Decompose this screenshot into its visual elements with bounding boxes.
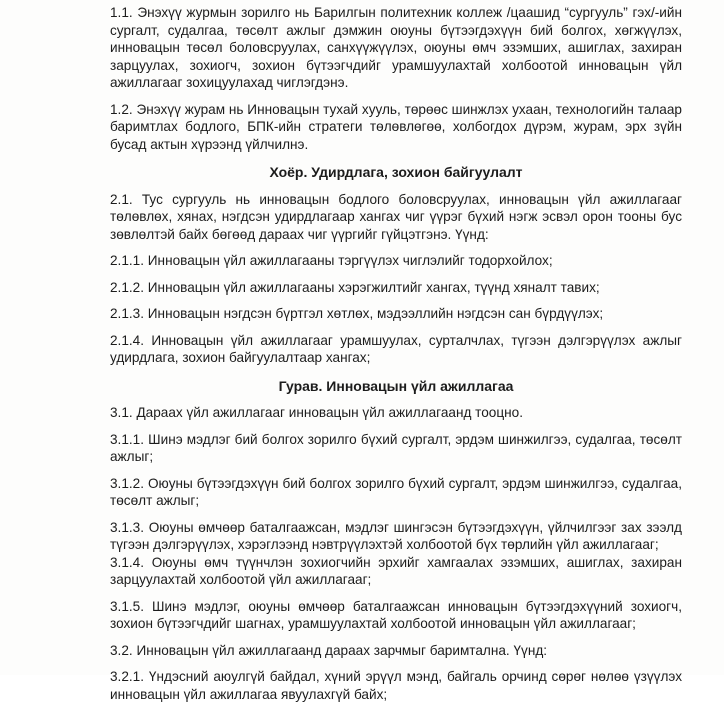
paragraph-3-1-1: 3.1.1. Шинэ мэдлэг бий болгох зорилго бүхий сургалт, эрдэм шинжилгээ, судалгаа, төсөлт ажлыг; <box>110 431 682 464</box>
paragraph-2-1-2: 2.1.2. Инновацын үйл ажиллагааны хэрэгжилтийг хангах, түүнд хяналт тавих; <box>110 279 600 295</box>
paragraph-1-1: 1.1. Энэхүү журмын зорилго нь Барилгын политехник коллеж /цаашид “сургууль” гэх/-ийн сургалт, судалгаа, төсөлт ажлыг дэмжин оюуны бүтээгдэхүүн бий болгох, хөгжүүлэх, инновацын төсөл боловсруулах, санхүүжүүлэх, оюуны өмч эзэмших, ашиглах, захиран зарцуулах, зохиогч, зохион бүтээгчдийг урамшуулахтай холбоотой инновацын үйл ажиллагааг зохицуулахад чиглэгдэнэ. <box>110 5 682 90</box>
paragraph-3-1-3: 3.1.3. Оюуны өмчөөр баталгаажсан, мэдлэг шингэсэн бүтээгдэхүүн, үйлчилгээг зах зээлд түгээн дэлгэрүүлэх, хэрэглээнд нэвтрүүлэхтэй холбоотой бүх төрлийн үйл ажиллагааг; <box>110 519 682 552</box>
section-heading-3: Гурав. Инновацын үйл ажиллагаа <box>278 377 514 394</box>
paragraph-3-2-1: 3.2.1. Үндэсний аюулгүй байдал, хүний эрүүл мэнд, байгаль орчинд сөрөг нөлөө үзүүлэх инновацын үйл ажиллагаа явуулахгүй байх; <box>110 669 682 702</box>
section-heading-2: Хоёр. Удирдлага, зохион байгуулалт <box>269 164 523 180</box>
document-body <box>110 4 682 703</box>
paragraph-3-1-2: 3.1.2. Оюуны бүтээгдэхүүн бий болгох зорилго бүхий сургалт, эрдэм шинжилгээ, судалгаа, төсөлт ажлыг; <box>110 475 682 508</box>
paragraph-1-2: 1.2. Энэхүү журам нь Инновацын тухай хууль, төрөөс шинжлэх ухаан, технологийн талаар баримтлах бодлого, БПК-ийн стратеги төлөвлөгөө, холбогдох дүрэм, журам, эрх зүйн бусад актын хүрээнд үйлчилнэ. <box>110 101 682 152</box>
paragraph-3-1-5: 3.1.5. Шинэ мэдлэг, оюуны өмчөөр баталгаажсан инновацын бүтээгдэхүүний зохиогч, зохион бүтээгчдийг шагнах, урамшуулахтай холбоотой инновацын үйл ажиллагааг; <box>110 598 682 631</box>
paragraph-2-1-4: 2.1.4. Инновацын үйл ажиллагааг урамшуулах, сурталчлах, түгээн дэлгэрүүлэх ажлыг удирдлага, зохион байгуулалтаар хангах; <box>110 332 682 365</box>
paragraph-2-1-1: 2.1.1. Инновацын үйл ажиллагааны тэргүүлэх чиглэлийг тодорхойлох; <box>110 253 553 268</box>
paragraph-3-2: 3.2. Инновацын үйл ажиллагаанд дараах зарчмыг баримтална. Үүнд: <box>110 642 548 658</box>
paragraph-2-1-3: 2.1.3. Инновацын нэгдсэн бүртгэл хөтлөх, мэдээллийн нэгдсэн сан бүрдүүлэх; <box>110 306 604 321</box>
paragraph-3-1: 3.1. Дараах үйл ажиллагааг инновацын үйл ажиллагаанд тооцно. <box>110 405 523 420</box>
paragraph-2-1: 2.1. Тус сургууль нь инновацын бодлого боловсруулах, инновацын үйл ажиллагааг төлөвлөх, хянах, нэгдсэн удирдлагаар хангах чиг үүрэг бүхий нэгж эсвэл орон тооны бус зөвлөлтэй байх бөгөөд дараах чиг үүргийг гүйцэтгэнэ. Үүнд: <box>110 191 682 242</box>
paragraph-3-1-4: 3.1.4. Оюуны өмч түүнчлэн зохиогчийн эрхийг хамгаалах эзэмших, ашиглах, захиран зарцуулахтай холбоотой үйл ажиллагааг; <box>110 554 682 587</box>
